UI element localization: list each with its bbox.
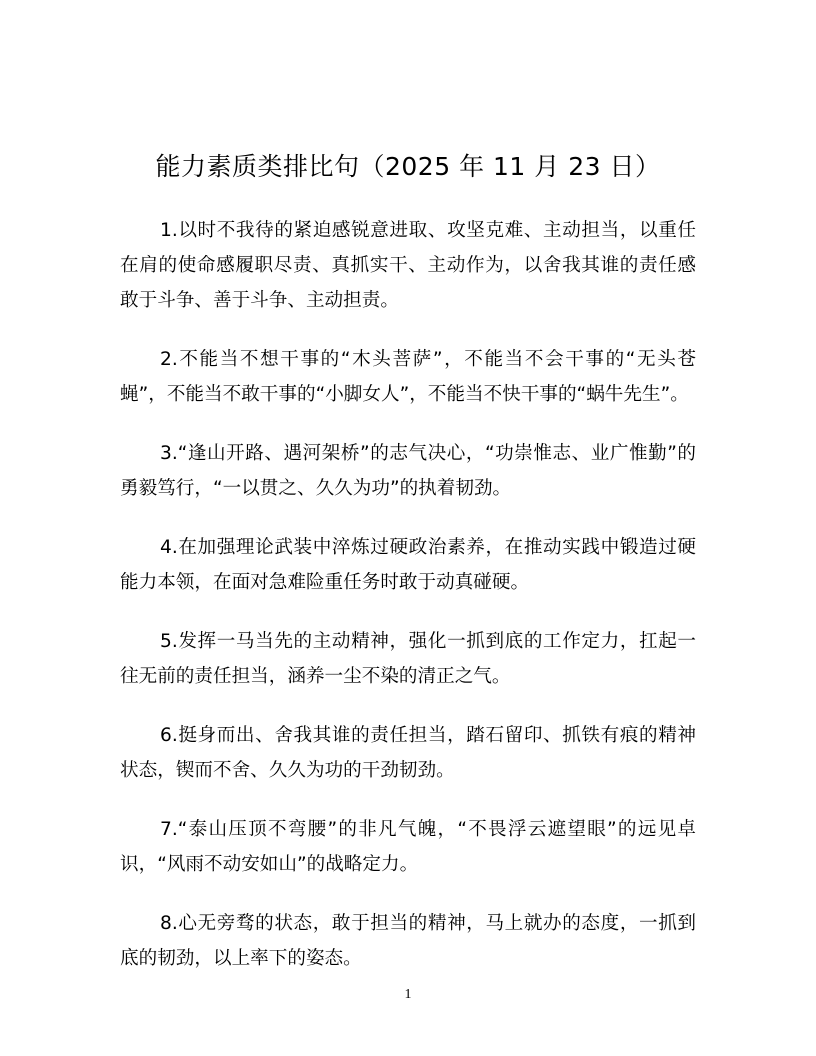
paragraph-4: 4.在加强理论武装中淬炼过硬政治素养，在推动实践中锻造过硬能力本领，在面对急难险重任务时敢于动真碰硬。 (120, 537, 696, 593)
paragraph-2: 2.不能当不想干事的“木头菩萨”，不能当不会干事的“无头苍蝇”，不能当不敢干事的“小脚女人”，不能当不快干事的“蜗牛先生”。 (120, 349, 696, 405)
paragraph-1: 1.以时不我待的紧迫感锐意进取、攻坚克难、主动担当，以重任在肩的使命感履职尽责、真抓实干、主动作为，以舍我其谁的责任感敢于斗争、善于斗争、主动担责。 (120, 220, 696, 311)
paragraph-7: 7.“泰山压顶不弯腰”的非凡气魄，“不畏浮云遮望眼”的远见卓识，“风雨不动安如山”的战略定力。 (120, 819, 696, 875)
document-title: 能力素质类排比句（2025 年 11 月 23 日） (155, 152, 661, 181)
paragraph-8: 8.心无旁骛的状态，敢于担当的精神，马上就办的态度，一抓到底的韧劲，以上率下的姿态。 (120, 913, 696, 969)
page-number: 1 (404, 987, 412, 1002)
document-body (120, 213, 696, 1000)
paragraph-3: 3.“逢山开路、遇河架桥”的志气决心，“功崇惟志、业广惟勤”的勇毅笃行，“一以贯之、久久为功”的执着韧劲。 (120, 443, 696, 499)
paragraph-5: 5.发挥一马当先的主动精神，强化一抓到底的工作定力，扛起一往无前的责任担当，涵养一尘不染的清正之气。 (120, 631, 696, 687)
paragraph-6: 6.挺身而出、舍我其谁的责任担当，踏石留印、抓铁有痕的精神状态，锲而不舍、久久为功的干劲韧劲。 (120, 725, 696, 781)
